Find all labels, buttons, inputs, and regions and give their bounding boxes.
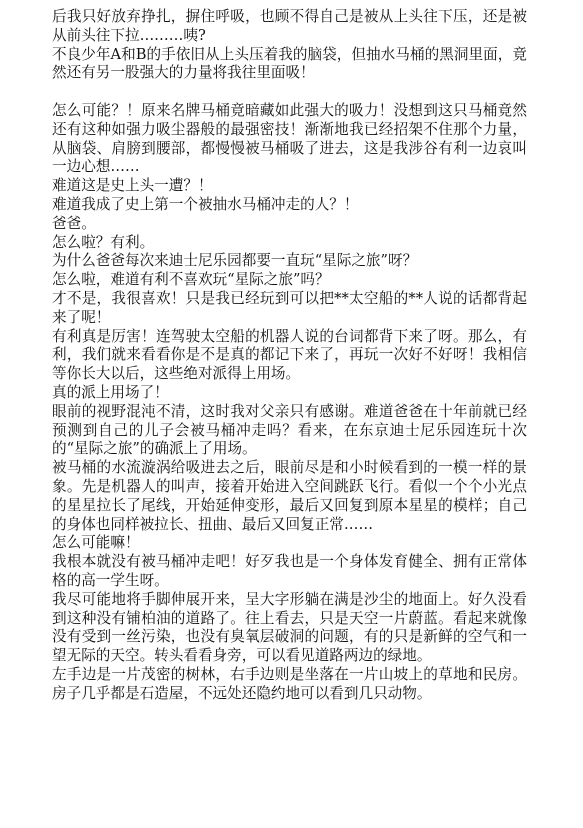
paragraph-2: 不良少年A和B的手依旧从上头压着我的脑袋，但抽水马桶的黑洞里面，竟然还有另一股强大的力量将我往里面吸！ <box>52 45 527 82</box>
document-body <box>52 8 527 703</box>
paragraph-15: 怎么可能嘛！ <box>52 534 140 552</box>
paragraph-6: 爸爸。 <box>52 214 96 232</box>
paragraph-1: 后我只好放弃挣扎，摒住呼吸，也顾不得自己是被从上头往下压，还是被从前头往下拉………咦? <box>52 8 527 44</box>
paragraph-11: 有利真是厉害！连驾驶太空船的机器人说的台词都背下来了呀。那么，有利，我们就来看看你是不是真的都记下来了，再玩一次好不好呀！我相信等你长大以后，这些绝对派得上用场。 <box>52 327 527 383</box>
paragraph-14: 被马桶的水流漩涡给吸进去之后，眼前尽是和小时候看到的一模一样的景象。先是机器人的叫声，接着开始进入空间跳跃飞行。看似一个个小光点的星星拉长了尾线，开始延伸变形，最后又回复到原本星星的模样；自己的身体也同样被拉长、扭曲、最后又回复正常…… <box>52 459 527 533</box>
paragraph-17: 我尽可能地将手脚伸展开来，呈大字形躺在满是沙尘的地面上。好久没看到这种没有铺柏油的道路了。往上看去，只是天空一片蔚蓝。看起来就像没有受到一丝污染，也没有臭氧层破洞的问题，有的只是新鲜的空气和一望无际的天空。转头看看身旁，可以看见道路两边的绿地。 <box>52 590 527 665</box>
paragraph-10: 才不是，我很喜欢！只是我已经玩到可以把**太空船的**人说的话都背起来了呢！ <box>52 289 527 326</box>
paragraph-9: 怎么啦，难道有利不喜欢玩“星际之旅”吗？ <box>52 271 330 289</box>
paragraph-4: 难道这是史上头一遭？！ <box>52 177 213 195</box>
paragraph-3: 怎么可能？！原来名牌马桶竟暗藏如此强大的吸力！没想到这只马桶竟然还有这种如强力吸尘器般的最强密技！渐渐地我已经招架不住那个力量，从脑袋、肩膀到腰部，都慢慢被马桶吸了进去，这是我涉谷有利一边哀叫一边心想…… <box>52 101 527 176</box>
paragraph-8: 为什么爸爸每次来迪士尼乐园都要一直玩“星际之旅”呀？ <box>52 252 418 270</box>
paragraph-13: 眼前的视野混沌不清，这时我对父亲只有感谢。难道爸爸在十年前就已经预测到自己的儿子会被马桶冲走吗？看来，在东京迪士尼乐园连玩十次的“星际之旅”的确派上了用场。 <box>52 402 527 458</box>
paragraph-16: 我根本就没有被马桶冲走吧！好歹我也是一个身体发育健全、拥有正常体格的高一学生呀。 <box>52 553 527 589</box>
paragraph-7: 怎么啦？有利。 <box>52 233 155 251</box>
paragraph-18: 左手边是一片茂密的树林，右手边则是坐落在一片山坡上的草地和民房。房子几乎都是石造屋，不远处还隐约地可以看到几只动物。 <box>52 665 527 702</box>
paragraph-12: 真的派上用场了！ <box>52 383 169 401</box>
paragraph-5: 难道我成了史上第一个被抽水马桶冲走的人？！ <box>52 195 359 213</box>
